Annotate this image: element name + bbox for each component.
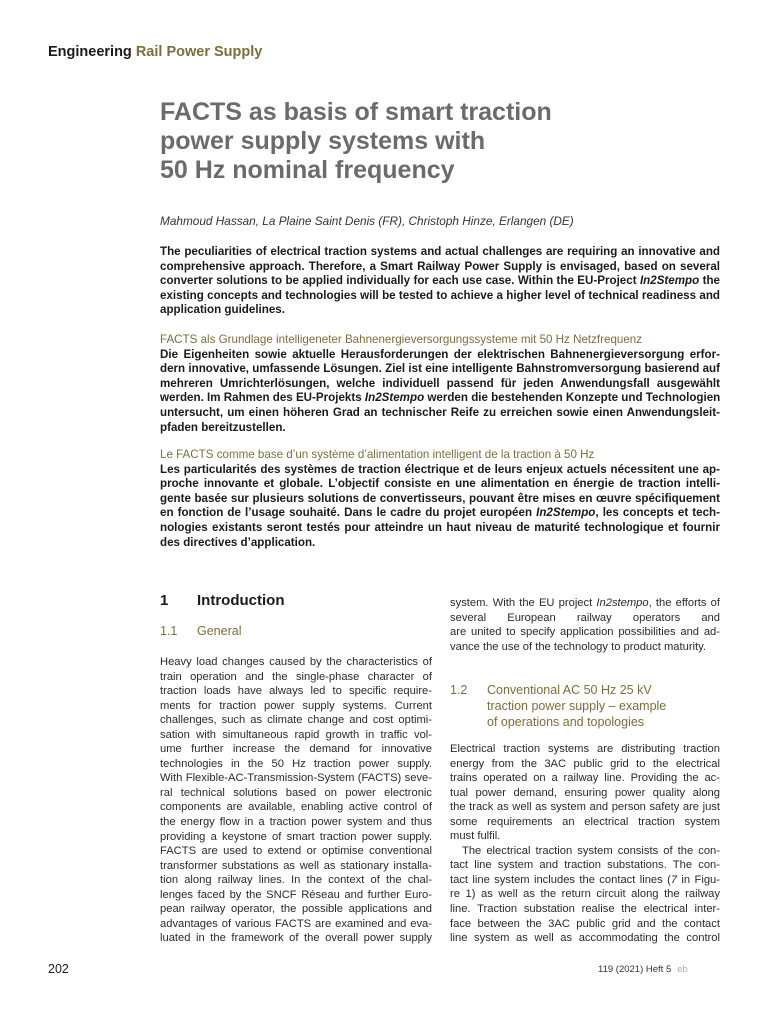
body-line: energy from the 3AC public grid to the electrical xyxy=(450,757,720,770)
body-line: providing a keystone of smart traction power supply. xyxy=(160,830,432,843)
body-line: tact line system and traction substations. The con- xyxy=(450,859,720,872)
body-line: challenges, such as climate change and cost optimi- xyxy=(160,714,432,727)
body-line: traction loads have always led to specific require- xyxy=(160,685,432,698)
section-1-heading xyxy=(160,592,432,609)
abstract-line: The peculiarities of electrical traction systems and actual challenges are requiring an innovative and xyxy=(160,245,720,258)
body-text: in Figu- xyxy=(677,873,720,886)
abstract-text: the xyxy=(699,274,720,288)
section-label: Engineering xyxy=(48,44,132,60)
body-line: trains operated on a railway line. Providing the ac- xyxy=(450,772,720,785)
section-title-line: Conventional AC 50 Hz 25 kV xyxy=(487,683,652,697)
body-line: tual power demand, ensuring power quality along xyxy=(450,786,720,799)
abstract-line: mehreren Umrichterlösungen, welche individuell passend für jeden Anwendungsfall ausgewählt xyxy=(160,376,720,390)
body-line: transformer substations as well as stationary installa- xyxy=(160,859,432,872)
column-2-text xyxy=(450,742,720,946)
body-line: the track as well as system and person safety are just xyxy=(450,801,720,814)
abstract-text: en fonction de l’usage souhaité. Dans le cadre du projet européen xyxy=(160,506,537,520)
abstract-line: des directives d’application. xyxy=(160,535,316,549)
article-title xyxy=(160,98,680,185)
body-text: tact line system includes the contact lines ( xyxy=(450,873,671,886)
page-number: 202 xyxy=(48,962,69,976)
body-line: ments for traction power supply systems. Current xyxy=(160,699,432,712)
section-title: Introduction xyxy=(197,592,285,609)
section-number: 1 xyxy=(160,592,169,609)
abstract-line: gente basée sur plusieurs solutions de convertisseurs, pouvant être mises en œuvre spécifiquement xyxy=(160,491,720,505)
journal-logo: eb xyxy=(677,964,688,975)
body-line: must fulfil. xyxy=(450,830,501,843)
abstract-de xyxy=(160,333,720,435)
body-line: ral technical solutions based on power electronic xyxy=(160,786,432,799)
issue-info xyxy=(598,964,688,975)
project-name: In2stempo xyxy=(596,597,649,609)
abstract-line: proche innovante et globale. L’objectif consiste en une alimentation en énergie de traction intelli- xyxy=(160,477,720,491)
figure-ref: 7 xyxy=(670,873,678,886)
section-number: 1.1 xyxy=(160,624,178,638)
body-line: Heavy load changes caused by the characteristics of xyxy=(160,656,432,668)
abstract-line: Die Eigenheiten sowie aktuelle Herausforderungen der elektrischen Bahnenergieversorgung erfor- xyxy=(160,347,720,361)
column-1-text xyxy=(160,655,432,946)
body-line: face between the 3AC public grid and the contact xyxy=(450,917,720,930)
body-line: vance the use of the technology to product maturity. xyxy=(450,640,707,653)
body-line: FACTS are used to extend or optimise conventional xyxy=(160,845,432,858)
body-text: , the efforts of xyxy=(648,597,720,609)
project-name: In2Stempo xyxy=(639,274,700,288)
body-line: are united to specify application possibilities and ad- xyxy=(450,626,720,639)
subsection-label: Rail Power Supply xyxy=(135,44,263,60)
title-line: FACTS as basis of smart traction xyxy=(160,98,552,126)
body-line: line system as well as accommodating the control xyxy=(450,932,720,945)
abstract-line xyxy=(160,391,720,406)
body-line: ume further increase the demand for innovative xyxy=(160,743,432,756)
body-line: train operation and the single-phase character of xyxy=(160,670,432,683)
column-2-intro xyxy=(450,596,720,654)
abstract-line: dern innovative, umfassende Lösungen. Ziel ist eine intelligente Bahnstromversorgung basierend auf xyxy=(160,362,720,376)
section-1-2-heading xyxy=(450,682,720,730)
body-line: The electrical traction system consists of the con- xyxy=(462,844,720,857)
abstract-line: Les particularités des systèmes de traction électrique et de leurs enjeux actuels nécessitent une ap- xyxy=(160,462,720,476)
abstract-en xyxy=(160,245,720,318)
body-line: luated in the framework of the overall power supply xyxy=(160,932,432,945)
title-line: 50 Hz nominal frequency xyxy=(160,156,455,184)
abstract-de-heading: FACTS als Grundlage intelligeneter Bahnenergieversorgungssysteme mit 50 Hz Netzfrequenz xyxy=(160,333,643,346)
body-line: the energy flow in a traction power system and thus xyxy=(160,816,432,829)
body-line: With Flexible-AC-Transmission-System (FACTS) seve- xyxy=(160,772,432,785)
section-number: 1.2 xyxy=(450,683,468,697)
body-line: line. Traction substation realise the electrical inter- xyxy=(450,903,720,916)
body-line xyxy=(450,873,720,888)
body-line: some requirements an electrical traction system xyxy=(450,815,720,828)
abstract-text: converter solutions to be applied individually for each use case. Within the EU-Project xyxy=(160,274,640,288)
abstract-text: werden die bestehenden Konzepte und Technologien xyxy=(424,391,721,405)
section-1-1-heading xyxy=(160,624,432,638)
title-line: power supply systems with xyxy=(160,127,486,155)
body-text: system. With the EU project xyxy=(450,597,597,609)
body-line: several European railway operators and xyxy=(450,611,720,624)
authors: Mahmoud Hassan, La Plaine Saint Denis (FR), Christoph Hinze, Erlangen (DE) xyxy=(160,214,574,228)
abstract-line: application guidelines. xyxy=(160,303,285,317)
abstract-fr xyxy=(160,448,720,550)
body-line: pean railway operator, the possible applications and xyxy=(160,903,432,916)
section-header xyxy=(48,44,262,60)
body-line: sation with simultaneous rapid growth in traffic vol- xyxy=(160,728,432,741)
body-line: tion along railway lines. In the context of the chal- xyxy=(160,874,432,887)
abstract-line: pfaden bereitzustellen. xyxy=(160,420,286,434)
abstract-text: werden. Im Rahmen des EU-Projekts xyxy=(160,391,365,405)
abstract-line: comprehensive approach. Therefore, a Smart Railway Power Supply is envisaged, based on several xyxy=(160,259,720,273)
abstract-line: existing concepts and technologies will be tested to achieve a higher level of technical readiness and xyxy=(160,288,720,302)
body-line: lenges faced by the SNCF Réseau and further Euro- xyxy=(160,888,432,901)
abstract-line xyxy=(160,506,720,521)
body-line: components are available, enabling active control of xyxy=(160,801,432,814)
section-title-line: traction power supply – example xyxy=(487,699,667,713)
body-line: Electrical traction systems are distributing traction xyxy=(450,743,720,755)
body-line xyxy=(450,596,720,611)
project-name: In2Stempo xyxy=(536,506,596,520)
body-line: re 1) as well as the return circuit along the railway xyxy=(450,888,720,901)
abstract-fr-heading: Le FACTS comme base d’un système d’alimentation intelligent de la traction à 50 Hz xyxy=(160,448,595,461)
abstract-line: nologies existants seront testés pour atteindre un haut niveau de maturité technologique et fournir xyxy=(160,520,720,534)
section-title: General xyxy=(197,624,242,638)
abstract-line xyxy=(160,274,720,289)
section-title-line: of operations and topologies xyxy=(487,715,645,729)
body-line: technologies in the 50 Hz traction power supply. xyxy=(160,757,432,770)
abstract-text: , les concepts et tech- xyxy=(595,506,720,520)
body-line: advantages of various FACTS are examined and eva- xyxy=(160,917,432,930)
project-name: In2Stempo xyxy=(364,391,425,405)
issue-label: 119 (2021) Heft 5 xyxy=(598,964,672,975)
abstract-line: untersucht, um einen höheren Grad an technischer Reife zu erreichen sowie einen Anwendungsleit- xyxy=(160,405,720,419)
